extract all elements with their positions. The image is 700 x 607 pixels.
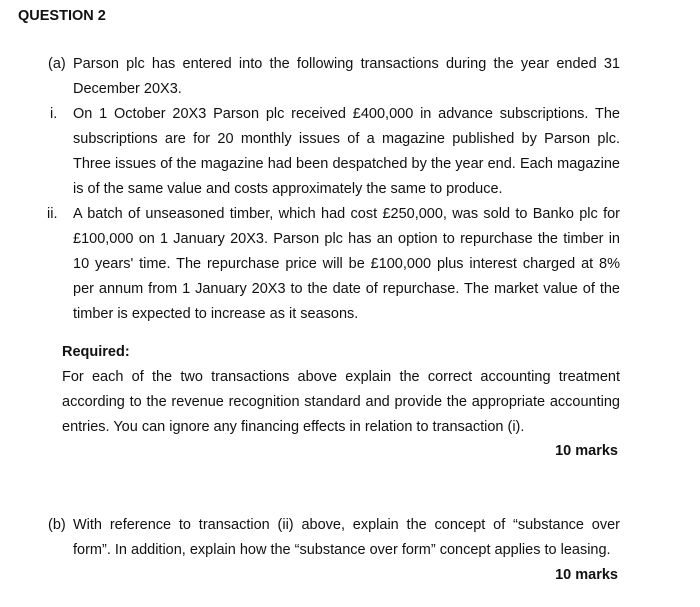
part-a <box>40 52 620 102</box>
part-b-text: With reference to transaction (ii) above, explain the concept of “substance over form”. In addition, explain how the “substance over form” concept applies to leasing. <box>73 517 620 558</box>
part-a-label: (a) <box>48 56 66 72</box>
part-b-marks: 10 marks <box>555 567 618 583</box>
item-2-label: ii. <box>47 206 58 222</box>
item-2-text: A batch of unseasoned timber, which had cost £250,000, was sold to Banko plc for £100,000 on 1 January 20X3. Parson plc has an option to repurchase the timber in 10 years' time. The repurchase price will be £100,000 plus interest charged at 8% per annum from 1 January 20X3 to the date of repurchase. The market value of the timber is expected to increase as it seasons. <box>73 206 620 322</box>
part-a-item-1 <box>40 102 620 202</box>
part-a-marks: 10 marks <box>555 443 618 459</box>
part-a-item-2 <box>40 202 620 327</box>
item-1-label: i. <box>50 106 58 122</box>
part-a-intro: Parson plc has entered into the following transactions during the year ended 31 December 20X3. <box>73 56 620 97</box>
part-b <box>40 513 620 563</box>
part-b-label: (b) <box>48 517 66 533</box>
required-text: For each of the two transactions above explain the correct accounting treatment according to the revenue recognition standard and provide the appropriate accounting entries. You can ignore any financing effects in relation to transaction (i). <box>62 369 620 435</box>
required-heading: Required: <box>62 344 130 360</box>
question-title: QUESTION 2 <box>18 8 106 24</box>
item-1-text: On 1 October 20X3 Parson plc received £400,000 in advance subscriptions. The subscriptions are for 20 monthly issues of a magazine published by Parson plc. Three issues of the magazine had been despatched by the year end. Each magazine is of the same value and costs approximately the same to produce. <box>73 106 620 197</box>
